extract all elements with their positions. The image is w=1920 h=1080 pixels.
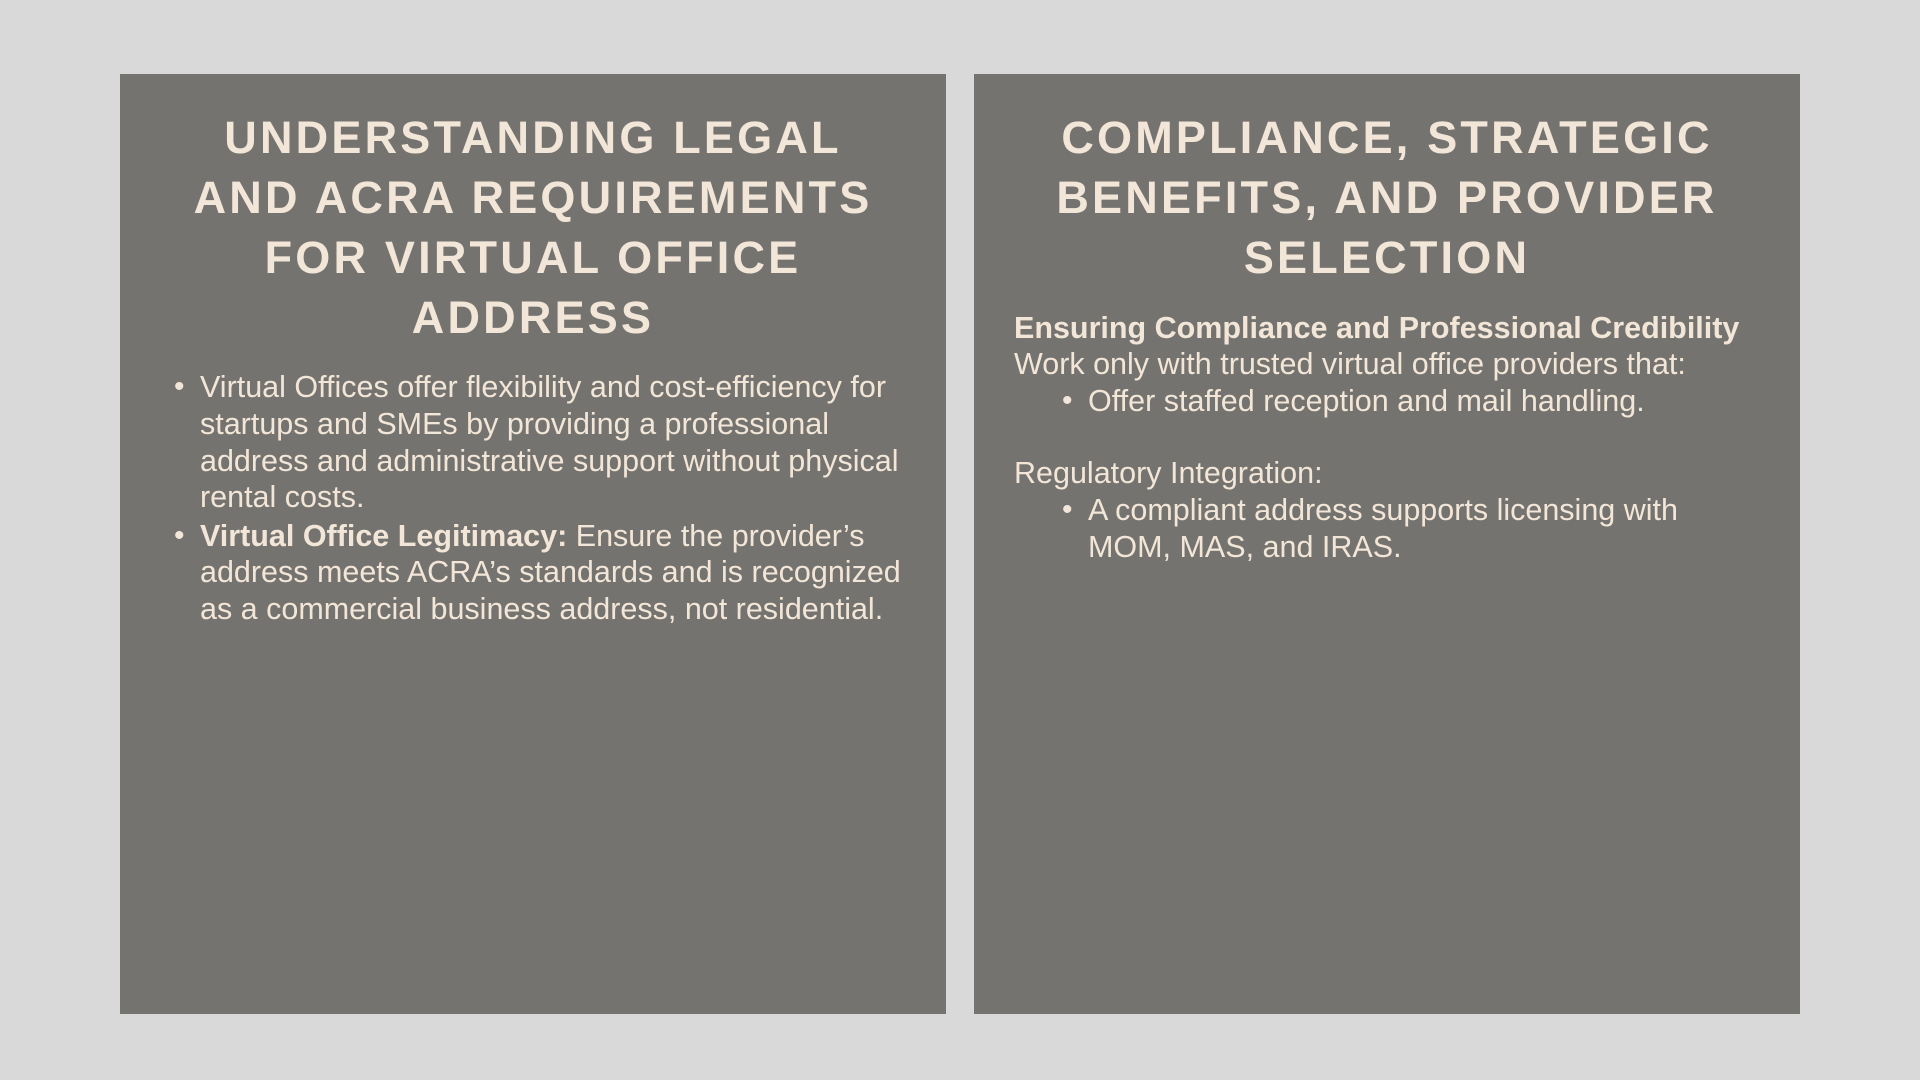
panel-right-title: COMPLIANCE, STRATEGIC BENEFITS, AND PROVIDER SELECTION: [1056, 112, 1718, 283]
section-two-bullet-list: [1014, 492, 1762, 565]
panel-left-body: [158, 369, 908, 627]
bullet-text: Ensure the provider’s address meets ACRA’s standards and is recognized as a commercial business address, not residential.: [200, 518, 901, 626]
list-item: [200, 518, 908, 628]
section-one-intro: Work only with trusted virtual office providers that:: [1014, 347, 1686, 382]
panel-right-body: [1012, 310, 1762, 566]
list-item: • Offer staffed reception and mail handling.: [1088, 383, 1762, 420]
panel-left-bullet-list: [158, 369, 908, 627]
list-item: • A compliant address supports licensing with MOM, MAS, and IRAS.: [1088, 492, 1762, 565]
section-one-bullet-list: [1014, 383, 1762, 420]
bullet-lead: Virtual Office Legitimacy:: [200, 518, 568, 553]
panel-left-title: UNDERSTANDING LEGAL AND ACRA REQUIREMENTS FOR VIRTUAL OFFICE ADDRESS: [193, 112, 873, 343]
section-two-heading: Regulatory Integration:: [1014, 456, 1323, 491]
list-item: [200, 369, 908, 515]
panel-right: [974, 74, 1800, 1014]
panel-left: [120, 74, 946, 1014]
bullet-text: Virtual Offices offer flexibility and cost-efficiency for startups and SMEs by providing a professional address and administrative support without physical rental costs.: [200, 370, 899, 515]
section-one-heading: Ensuring Compliance and Professional Credibility: [1014, 310, 1740, 345]
section-spacer: [1014, 421, 1762, 455]
